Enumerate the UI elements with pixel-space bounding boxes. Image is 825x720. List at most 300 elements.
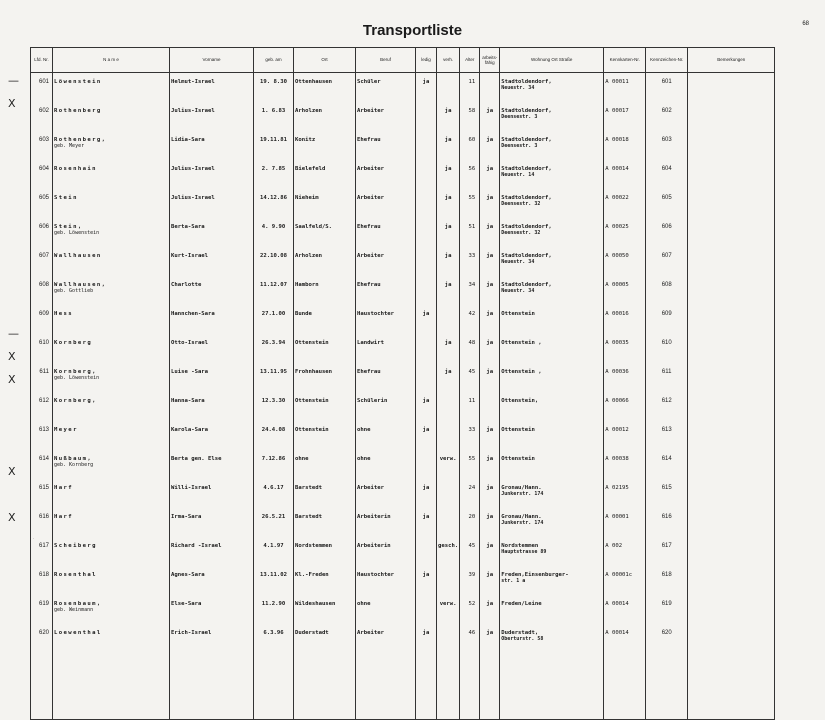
id-card-number-cell: A 002 [604,537,646,566]
remarks-cell [688,189,775,218]
first-name-cell: Charlotte [170,276,254,305]
married-flag-cell: ja [437,102,460,131]
birth-date-cell: 6.3.96 [254,624,294,653]
table-row [31,160,775,189]
surname-cell [53,73,170,103]
remarks-cell [688,160,775,189]
fit-for-work-flag-cell: ja [480,508,500,537]
table-header [31,48,775,73]
first-name-cell: Julius-Israel [170,102,254,131]
residence-street-text: Neuestr. 34 [501,85,535,91]
transport-table [30,47,775,720]
id-card-number-cell: A 02195 [604,479,646,508]
row-number-cell: 602 [31,102,53,131]
id-card-number-cell: A 00012 [604,421,646,450]
married-flag-cell: verw. [437,450,460,479]
occupation-cell: Haustochter [356,566,416,595]
surname-text: Stein [54,195,78,201]
remarks-cell [688,566,775,595]
residence-place-text: Stadtoldendorf, [501,195,552,201]
married-flag-cell: ja [437,334,460,363]
single-flag-cell [416,131,437,160]
surname-text: Löwenstein [54,79,102,85]
first-name-cell: Kurt-Israel [170,247,254,276]
mark-number-cell: 602 [646,102,688,131]
column-header: Kennkarten-Nr. [604,48,646,73]
married-flag-cell: gesch. [437,537,460,566]
row-number-cell: 605 [31,189,53,218]
surname-cell [53,247,170,276]
fit-for-work-flag-cell [480,73,500,103]
residence-place-text: Ottenstein [501,311,535,317]
single-flag-cell: ja [416,305,437,334]
single-flag-cell [416,160,437,189]
mark-number-cell: 603 [646,131,688,160]
residence-place-text: Stadtoldendorf, [501,282,552,288]
residence-street-text: Deensestr. 3 [501,114,538,120]
maiden-name-text: geb. Löwenstein [54,375,100,381]
fit-for-work-flag-cell: ja [480,218,500,247]
single-flag-cell [416,218,437,247]
single-flag-cell [416,276,437,305]
single-flag-cell: ja [416,392,437,421]
residence-cell [500,160,604,189]
residence-cell [500,305,604,334]
surname-cell [53,392,170,421]
age-cell: 45 [460,363,480,392]
residence-cell [500,595,604,624]
first-name-cell: Berta gen. Else [170,450,254,479]
row-number-cell: 607 [31,247,53,276]
age-cell: 39 [460,566,480,595]
age-cell: 51 [460,218,480,247]
birth-date-cell: 22.10.08 [254,247,294,276]
birth-date-cell: 12.3.30 [254,392,294,421]
occupation-cell: Landwirt [356,334,416,363]
remarks-cell [688,247,775,276]
mark-number-cell: 613 [646,421,688,450]
row-number-cell: 618 [31,566,53,595]
occupation-cell: Arbeiter [356,479,416,508]
remarks-cell [688,131,775,160]
residence-cell [500,450,604,479]
age-cell: 20 [460,508,480,537]
first-name-cell: Irma-Sara [170,508,254,537]
residence-cell [500,537,604,566]
table-row [31,218,775,247]
residence-cell [500,566,604,595]
empty-cell [646,653,688,720]
age-cell: 11 [460,392,480,421]
remarks-cell [688,305,775,334]
row-number-cell: 620 [31,624,53,653]
surname-cell [53,131,170,160]
married-flag-cell: ja [437,189,460,218]
row-number-cell: 613 [31,421,53,450]
birth-place-cell: Barstedt [294,508,356,537]
surname-text: Scheiberg [54,543,97,549]
birth-place-cell: Konitz [294,131,356,160]
single-flag-cell: ja [416,508,437,537]
residence-cell [500,247,604,276]
residence-cell [500,218,604,247]
mark-number-cell: 618 [646,566,688,595]
birth-place-cell: Ottenstein [294,334,356,363]
single-flag-cell: ja [416,479,437,508]
married-flag-cell [437,305,460,334]
id-card-number-cell: A 00025 [604,218,646,247]
single-flag-cell [416,595,437,624]
empty-cell [500,653,604,720]
remarks-cell [688,421,775,450]
mark-number-cell: 620 [646,624,688,653]
dash-mark: — [8,74,19,87]
residence-cell [500,73,604,103]
married-flag-cell: ja [437,276,460,305]
occupation-cell: Arbeiter [356,102,416,131]
residence-street-text: Junkerstr. 174 [501,520,544,526]
first-name-cell: Karola-Sara [170,421,254,450]
residence-place-text: Stadtoldendorf, [501,137,552,143]
single-flag-cell [416,334,437,363]
mark-number-cell: 619 [646,595,688,624]
occupation-cell: Ehefrau [356,363,416,392]
birth-place-cell: Ottenhausen [294,73,356,103]
occupation-cell: ohne [356,450,416,479]
birth-place-cell: Barstedt [294,479,356,508]
age-cell: 24 [460,479,480,508]
age-cell: 48 [460,334,480,363]
column-header: Alter [460,48,480,73]
residence-cell [500,624,604,653]
id-card-number-cell: A 00036 [604,363,646,392]
id-card-number-cell: A 00005 [604,276,646,305]
id-card-number-cell: A 00038 [604,450,646,479]
surname-text: Hess [54,311,74,317]
occupation-cell: Arbeiter [356,189,416,218]
single-flag-cell [416,450,437,479]
residence-cell [500,392,604,421]
married-flag-cell: ja [437,247,460,276]
residence-cell [500,334,604,363]
single-flag-cell: ja [416,566,437,595]
birth-date-cell: 19.11.81 [254,131,294,160]
surname-text: Loewenthal [54,630,102,636]
residence-place-text: Ottenstein [501,456,535,462]
surname-cell [53,102,170,131]
first-name-cell: Else-Sara [170,595,254,624]
first-name-cell: Helmut-Israel [170,73,254,103]
table-row [31,189,775,218]
age-cell: 34 [460,276,480,305]
empty-cell [294,653,356,720]
table-row [31,566,775,595]
married-flag-cell: ja [437,131,460,160]
age-cell: 55 [460,189,480,218]
fit-for-work-flag-cell: ja [480,624,500,653]
id-card-number-cell: A 00018 [604,131,646,160]
id-card-number-cell: A 00014 [604,160,646,189]
single-flag-cell [416,102,437,131]
surname-text: Meyer [54,427,78,433]
table-row [31,450,775,479]
id-card-number-cell: A 00001 [604,508,646,537]
column-header: verh. [437,48,460,73]
surname-text: Rothenberg [54,108,102,114]
table-row [31,363,775,392]
residence-place-text: Ottenstein, [501,398,539,404]
married-flag-cell [437,421,460,450]
birth-date-cell: 24.4.08 [254,421,294,450]
empty-cell [437,653,460,720]
mark-number-cell: 611 [646,363,688,392]
column-header: Bemerkungen [688,48,775,73]
maiden-name-text: geb. Löwenstein [54,230,100,236]
empty-cell [254,653,294,720]
birth-place-cell: Duderstadt [294,624,356,653]
first-name-cell: Agnes-Sara [170,566,254,595]
id-card-number-cell: A 00050 [604,247,646,276]
table-row [31,73,775,103]
column-header: N a m e [53,48,170,73]
birth-place-cell: Bunde [294,305,356,334]
row-number-cell: 603 [31,131,53,160]
row-number-cell: 606 [31,218,53,247]
table-body [31,73,775,720]
birth-date-cell: 13.11.95 [254,363,294,392]
birth-date-cell: 4.6.17 [254,479,294,508]
surname-text: Harf [54,485,74,491]
surname-cell [53,421,170,450]
mark-number-cell: 608 [646,276,688,305]
fit-for-work-flag-cell: ja [480,247,500,276]
residence-place-text: Stadtoldendorf, [501,79,552,85]
id-card-number-cell: A 00017 [604,102,646,131]
birth-date-cell: 4. 9.90 [254,218,294,247]
id-card-number-cell: A 00066 [604,392,646,421]
residence-street-text: Deensestr. 32 [501,230,541,236]
footer-print-mark: · [33,537,35,541]
table-row [31,508,775,537]
age-cell: 60 [460,131,480,160]
occupation-cell: Ehefrau [356,276,416,305]
surname-text: Wallhausen [54,253,102,259]
occupation-cell: ohne [356,421,416,450]
first-name-cell: Willi-Israel [170,479,254,508]
residence-place-text: Stadtoldendorf, [501,253,552,259]
birth-place-cell: Hamborn [294,276,356,305]
birth-place-cell: Saalfeld/S. [294,218,356,247]
column-header: arbeits-fähig [480,48,500,73]
table-row [31,131,775,160]
empty-cell [416,653,437,720]
single-flag-cell [416,363,437,392]
age-cell: 56 [460,160,480,189]
birth-place-cell: Nordstemmen [294,537,356,566]
occupation-cell: Arbeiter [356,624,416,653]
row-number-cell: 610 [31,334,53,363]
birth-place-cell: Kl.-Freden [294,566,356,595]
residence-street-text: Neuestr. 34 [501,288,535,294]
mark-number-cell: 609 [646,305,688,334]
column-header: Ort [294,48,356,73]
surname-cell [53,160,170,189]
empty-cell [688,653,775,720]
cross-mark: X [8,350,16,363]
single-flag-cell [416,537,437,566]
married-flag-cell: verw. [437,595,460,624]
page-number: 68 [802,21,809,27]
fit-for-work-flag-cell: ja [480,566,500,595]
remarks-cell [688,363,775,392]
occupation-cell: Arbeiterin [356,537,416,566]
column-header: Wohnung Ort Straße [500,48,604,73]
surname-text: Kornberg, [54,369,97,375]
occupation-cell: Arbeiter [356,160,416,189]
age-cell: 46 [460,624,480,653]
row-number-cell: 617 [31,537,53,566]
residence-street-text: Deensestr. 3 [501,143,538,149]
birth-date-cell: 7.12.86 [254,450,294,479]
surname-cell [53,189,170,218]
table-row [31,624,775,653]
birth-place-cell: ohne [294,450,356,479]
surname-cell [53,218,170,247]
single-flag-cell: ja [416,421,437,450]
id-card-number-cell: A 00016 [604,305,646,334]
age-cell: 52 [460,595,480,624]
first-name-cell: Julius-Israel [170,160,254,189]
birth-place-cell: Ottenstein [294,421,356,450]
cross-mark: X [8,465,16,478]
table-row [31,247,775,276]
fit-for-work-flag-cell: ja [480,595,500,624]
remarks-cell [688,595,775,624]
empty-cell [53,653,170,720]
birth-place-cell: Frohnhausen [294,363,356,392]
occupation-cell: Ehefrau [356,131,416,160]
surname-text: Rosenthal [54,572,97,578]
column-header: geb. am [254,48,294,73]
birth-date-cell: 1. 6.83 [254,102,294,131]
residence-cell [500,276,604,305]
fit-for-work-flag-cell: ja [480,450,500,479]
residence-place-text: Gronau/Hann. [501,514,542,520]
surname-text: Rothenberg, [54,137,107,143]
table-row [31,479,775,508]
row-number-cell: 614 [31,450,53,479]
residence-street-text: Neuestr. 34 [501,259,535,265]
surname-text: Nußbaum, [54,456,93,462]
birth-place-cell: Nieheim [294,189,356,218]
fit-for-work-flag-cell: ja [480,421,500,450]
married-flag-cell [437,479,460,508]
married-flag-cell: ja [437,218,460,247]
residence-place-text: Gronau/Hann. [501,485,542,491]
mark-number-cell: 612 [646,392,688,421]
column-header: ledig [416,48,437,73]
residence-place-text: Freden/Leine [501,601,542,607]
mark-number-cell: 616 [646,508,688,537]
remarks-cell [688,508,775,537]
residence-cell [500,421,604,450]
age-cell: 33 [460,247,480,276]
residence-cell [500,363,604,392]
row-number-cell: 615 [31,479,53,508]
fit-for-work-flag-cell: ja [480,305,500,334]
fit-for-work-flag-cell: ja [480,131,500,160]
row-number-cell: 608 [31,276,53,305]
surname-cell [53,450,170,479]
birth-date-cell: 27.1.00 [254,305,294,334]
fit-for-work-flag-cell: ja [480,189,500,218]
remarks-cell [688,624,775,653]
table-row [31,392,775,421]
age-cell: 58 [460,102,480,131]
residence-street-text: Junkerstr. 174 [501,491,544,497]
first-name-cell: Hanna-Sara [170,392,254,421]
residence-place-text: Nordstemmen [501,543,539,549]
maiden-name-text: geb. Gottlieb [54,288,94,294]
remarks-cell [688,334,775,363]
maiden-name-text: geb. Weinmann [54,607,94,613]
fit-for-work-flag-cell: ja [480,334,500,363]
surname-cell [53,508,170,537]
occupation-cell: Schülerin [356,392,416,421]
first-name-cell: Erich-Israel [170,624,254,653]
column-header: Vorname [170,48,254,73]
birth-place-cell: Wildeshausen [294,595,356,624]
residence-place-text: Stadtoldendorf, [501,166,552,172]
maiden-name-text: geb. Kornberg [54,462,94,468]
occupation-cell: Schüler [356,73,416,103]
birth-date-cell: 13.11.02 [254,566,294,595]
occupation-cell: Arbeiterin [356,508,416,537]
cross-mark: X [8,97,16,110]
table-row [31,276,775,305]
occupation-cell: Ehefrau [356,218,416,247]
birth-place-cell: Arholzen [294,247,356,276]
surname-cell [53,479,170,508]
residence-place-text: Ottenstein , [501,369,542,375]
first-name-cell: Lidia-Sara [170,131,254,160]
row-number-cell: 612 [31,392,53,421]
id-card-number-cell: A 00014 [604,595,646,624]
residence-street-text: Hauptstrasse 89 [501,549,547,555]
table-row [31,102,775,131]
single-flag-cell: ja [416,624,437,653]
single-flag-cell [416,247,437,276]
residence-cell [500,479,604,508]
married-flag-cell [437,508,460,537]
residence-place-text: Ottenstein , [501,340,542,346]
remarks-cell [688,73,775,103]
table-row [31,595,775,624]
surname-text: Kornberg [54,340,93,346]
first-name-cell: Hannchen-Sara [170,305,254,334]
residence-street-text: Oberturstr. 58 [501,636,544,642]
married-flag-cell [437,73,460,103]
row-number-cell: 619 [31,595,53,624]
residence-cell [500,189,604,218]
residence-place-text: Duderstadt, [501,630,539,636]
empty-cell [604,653,646,720]
birth-place-cell: Ottenstein [294,392,356,421]
cross-mark: X [8,511,16,524]
residence-cell [500,102,604,131]
empty-row [31,653,775,720]
table-row [31,334,775,363]
